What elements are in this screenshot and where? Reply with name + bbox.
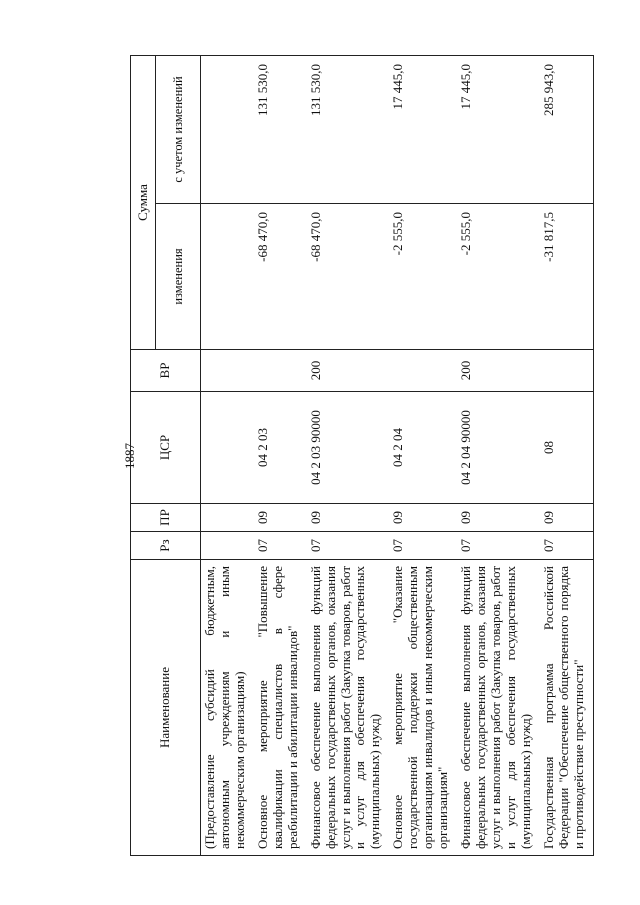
row-pr: 09 <box>254 504 307 532</box>
row-csr: 04 2 04 90000 <box>457 392 540 504</box>
row-with-changes: 131 530,0 <box>307 56 390 204</box>
page-number: 1887 <box>122 443 137 469</box>
row-vr <box>254 350 307 392</box>
table-row <box>201 56 254 856</box>
row-rz: 07 <box>540 532 593 560</box>
row-csr: 08 <box>540 392 593 504</box>
table-row <box>457 56 540 856</box>
row-changes: -2 555,0 <box>389 204 457 350</box>
table-row <box>389 56 457 856</box>
row-rz <box>201 532 254 560</box>
table-row <box>254 56 307 856</box>
col-header-pr: ПР <box>131 504 201 532</box>
row-vr <box>201 350 254 392</box>
row-name: (Предоставление субсидий бюджетным, автономным учреждениям и иным некоммерческим организациям) <box>201 560 254 856</box>
row-pr: 09 <box>307 504 390 532</box>
row-changes: -68 470,0 <box>254 204 307 350</box>
col-header-csr: ЦСР <box>131 392 201 504</box>
row-vr: 200 <box>307 350 390 392</box>
row-pr: 09 <box>457 504 540 532</box>
row-name: Финансовое обеспечение выполнения функций федеральных государственных органов, оказания услуг и выполнения работ (Закупка товаров, работ и услуг для обеспечения государственных (муниципальных) нужд) <box>457 560 540 856</box>
row-with-changes: 285 943,0 <box>540 56 593 204</box>
row-csr: 04 2 03 <box>254 392 307 504</box>
row-with-changes: 17 445,0 <box>457 56 540 204</box>
budget-table <box>130 55 594 856</box>
row-vr <box>540 350 593 392</box>
row-vr: 200 <box>457 350 540 392</box>
row-rz: 07 <box>254 532 307 560</box>
row-changes: -68 470,0 <box>307 204 390 350</box>
col-header-name: Наименование <box>131 560 201 856</box>
table-row <box>540 56 593 856</box>
row-rz: 07 <box>307 532 390 560</box>
row-with-changes <box>201 56 254 204</box>
row-csr: 04 2 03 90000 <box>307 392 390 504</box>
row-changes: -31 817,5 <box>540 204 593 350</box>
row-name: Государственная программа Российской Федерации "Обеспечение общественного порядка и противодействие преступности" <box>540 560 593 856</box>
row-name: Основное мероприятие "Оказание государственной поддержки общественным организациям инвалидов и иным некоммерческим организациям" <box>389 560 457 856</box>
row-csr: 04 2 04 <box>389 392 457 504</box>
row-name: Основное мероприятие "Повышение квалификации специалистов в сфере реабилитации и абилитации инвалидов" <box>254 560 307 856</box>
row-name: Финансовое обеспечение выполнения функций федеральных государственных органов, оказания услуг и выполнения работ (Закупка товаров, работ и услуг для обеспечения государственных (муниципальных) нужд) <box>307 560 390 856</box>
row-with-changes: 17 445,0 <box>389 56 457 204</box>
col-header-with-changes: с учетом изменений <box>156 56 201 204</box>
row-changes: -2 555,0 <box>457 204 540 350</box>
col-header-rz: Рз <box>131 532 201 560</box>
row-csr <box>201 392 254 504</box>
col-header-vr: ВР <box>131 350 201 392</box>
row-rz: 07 <box>457 532 540 560</box>
row-pr: 09 <box>540 504 593 532</box>
col-header-sum: Сумма <box>131 56 156 350</box>
row-rz: 07 <box>389 532 457 560</box>
row-pr <box>201 504 254 532</box>
row-pr: 09 <box>389 504 457 532</box>
table-row <box>307 56 390 856</box>
rotated-page <box>130 56 630 856</box>
row-changes <box>201 204 254 350</box>
row-vr <box>389 350 457 392</box>
col-header-changes: изменения <box>156 204 201 350</box>
row-with-changes: 131 530,0 <box>254 56 307 204</box>
